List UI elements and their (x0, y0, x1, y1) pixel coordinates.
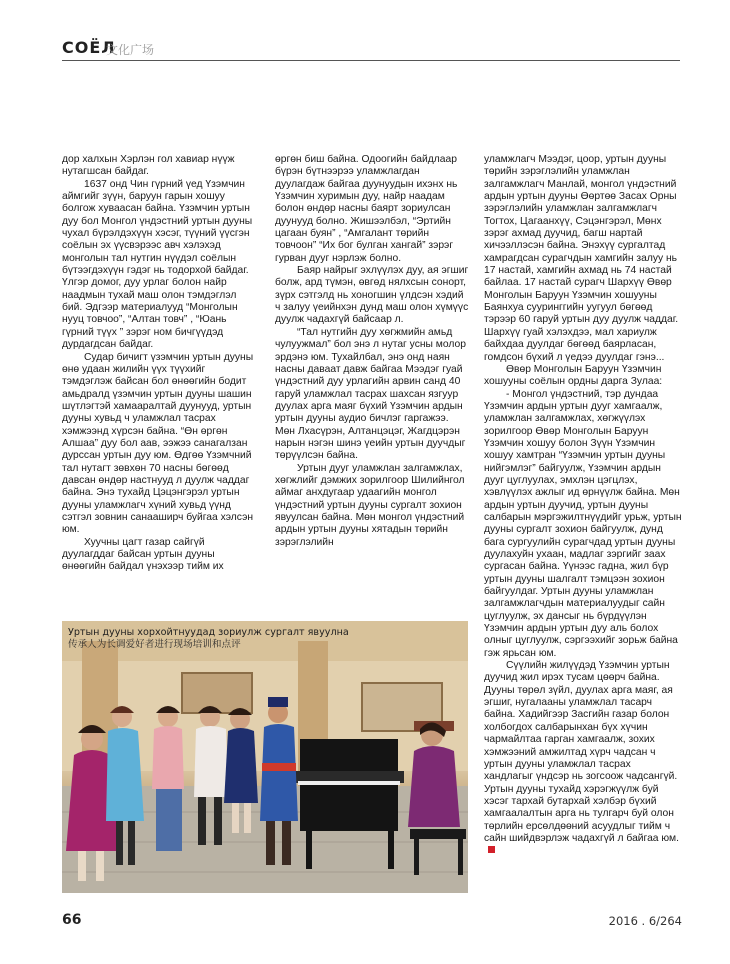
article-photo (62, 621, 468, 893)
paragraph: Сүүлийн жилүүдэд Үзэмчин уртын дуучид жил ирэх тусам цөөрч байна. Дууны төрөл зүйл, дуулах арга маяг, ая эгшиг, нугалааны уламжлал тасарч байна. Хадийгээр Засгийн газар болон холбогдох салбарынхан бүх хүчин чармайлтаа гарган хамгаалж, зохих хэмжээний амжилтад хүрч чадсан ч уртын дууны уламжлал тасрах хандлагыг үндсэр нь зогсоож чадсангүй. Уртын дууны тухайд хэрэгжүүлж буй хэсэг тархай бутархай хэлбэр бүхий хамгаалалтын арга нь тулгарч буй олон төрлийн ерсөлдөөний асуудлыг тийм ч сайн шийдвэрлэж чадахгүй л байгаа юм. (484, 660, 682, 858)
end-of-article-marker (488, 846, 495, 853)
paragraph: Баяр найрыг эхлүүлэх дуу, ая эгшиг болж, ард түмэн, өвгөд нялхсын сонорт, зүрх сэтгэлд нь хоногшин үлдсэн хэдий ч залуу үеийнхэн дунд маш олон хүмүүс дуулж чадахгүй байсаар л. (275, 265, 469, 326)
paragraph: дор халхын Хэрлэн гол хавиар нүүж нутагшсан байдаг. (62, 154, 235, 178)
section-title: СОЁЛ (62, 38, 116, 57)
paragraph: Уртын дууг уламжлан залгамжлах, хөгжлийг дэмжих зорилгоор Шилийнгол аймаг анхдугаар удаагийн монгол үндэстний уртын дууны сургалт зохион явуулсан байна. Мөн монгол үндэстний ардын уртын дууны хятадын төрийн зэрэглэлийн (275, 462, 465, 548)
caption-mongolian: Уртын дууны хорхойтнуудад зориулж сургалт явуулна (68, 627, 349, 638)
issue-number: 2016 . 6/264 (608, 914, 682, 928)
paragraph: Өвөр Монголын Баруун Үзэмчин хошууны соёлын ордны дарга Зулаа: (484, 363, 663, 388)
section-subtitle: 文化广场 (106, 43, 155, 57)
paragraph: өргөн биш байна. Одоогийн байдлаар бүрэн бүтнээрээ уламжлагдан дуулагдаж байгаа дуунуудын ихэнх нь Үзэмчин хуримын дуу, найр наадам болон өндөр насны баярт зориулсан дуунууд болно. Жишээлбэл, “Эртийн цагаан буян” , “Амгалант төрийн товчоон” “Их бог булган хангай” зэрэг гурван дууг нэрлэж болно. (275, 154, 458, 264)
paragraph: - Монгол үндэстний, тэр дундаа Үзэмчин ардын уртын дууг хамгаалж, уламжлан залгамжлах, хөгжүүлэх зорилгоор Өвөр Монголын Баруун Үзэмчин хошуу болон Зүүн Үзэмчин хошуу хамтран “Үзэмчин уртын дууны нийгэмлэг” байгуулж, Үзэмчин ардын дууг цуглуулах, эмхлэн цэгцлэх, хэвлүүлэх ажлыг ид өрнүүлж байна. Мөн ардын уртын дуучид, уртын дууны салбарын мэргэжилтнүүдийг урьж, уртын дууны сургалт зохион байгуулж, дунд бага сургуулийн сурагчдад уртын дууны дуулахуйн ухаан, мадлаг зэргийг заах сургасан байна. Үүнээс гадна, жил бүр уртын дууны шалгалт тэмцээн зохион байгуулдаг. Уртын дууны уламжлан залгамжлагчдын материалуудыг сайн цуглуулж, эх дансыг нь бүрдүүлэн Үзэмчин ардын уртын дуу аль болох олныг цуглуулж, сэргээхийг зорьж байна гэж ярьсан юм. (484, 388, 682, 659)
page-header (62, 38, 680, 60)
paragraph: Хуучны цагт газар сайгүй дуулагддаг байсан уртын дууны өнөөгийн байдал үнэхээр тийм их (62, 536, 224, 573)
photo-caption (68, 627, 349, 650)
paragraph: 1637 онд Чин гүрний үед Үзэмчин аймгийг зүүн, баруун гарын хошуу болгож хуваасан байна. Үзэмчин уртын дуу бол Монгол үндэстний уртын дууны чухал бүрэлдэхүүн хэсэг, түүний үүсгэн соёлын эх үүсвэрээс авч хэлэхэд монголын тал нутгин нүүдэл соёлын бүтээгдэхүүн гэдэг нь тодорхой байдаг. Үлгэр домог, дуу урлаг болон найр наадмын тухай маш олон тэмдэглэл бий. Эдгээр материалууд “Монголын нууц товчоо”, “Алтан товч” , “Юань гүрний түүх ” зэрэг ном бичгүүдэд дурдагдсан байдаг. (62, 178, 253, 351)
caption-chinese: 传承人为长调爱好者进行现场培训和点评 (68, 638, 241, 650)
paragraph: Судар бичигт үзэмчин уртын дууны өнө удаан жилийн үүх түүхийг тэмдэглэж байсан бол өнөөгийн бодит амьдралд үзэмчин уртын дууны шашин шүтлэгтэй хамааралтай дуунууд, уртын дууны хувьд ч уламжлал тасрах хэмжээнд хүрсэн байна. “Өн өргөн Алшаа” дуу бол аав, ээжээ санагалзан дурссан уртын дуу юм. Өдгөө Үзэмчний тал нутагт зөвхөн 70 насны бөгөөд давсан өндөр настнууд л дуулж чаддаг байна. Энэ тухайд Цэцэнгэрэл уртын дууны уламжлагч хүний хувьд үүнд сэтгэл зовнин санааширч буйгаа хэлсэн юм. (62, 351, 254, 536)
header-rule (62, 60, 680, 61)
page-number: 66 (62, 912, 82, 928)
article-column-3 (484, 154, 682, 858)
photo-illustration (62, 621, 468, 893)
paragraph: уламжлагч Мээдэг, цоор, уртын дууны төрийн зэрэглэлийн уламжлан залгамжлагч Манлай, монгол үндэстний ардын уртын дууны Өөртөө Засах Орны зэрэглэлийн уламжлан залгамжлагч Тогтох, Цагаанхүү, Сэцэнгэрэл, Мөнх зэрэг ахмад дуучид, багш нартай хичээллэсэн байна. Энэхүү сургалтад хамрагдсан сурагчдын хамгийн залуу нь 17 настай, хамгийн ахмад нь 74 настай байлаа. 17 настай сурагч Шархүү Өвөр Монголын Баруун Үзэмчин хошууны Баянхуа сууринггийн уугуул бөгөөд тэрээр 60 гаруй уртын дуу дуулж чаддаг. Шархүү гуай хэлэхдээ, мал хариулж байхдаа дуулдаг бөгөөд баярласан, гомдсон бүхий л үедээ дуулдаг гэнэ... (484, 154, 679, 363)
article-column-2 (275, 154, 471, 549)
paragraph: “Тал нутгийн дуу хөгжмийн амьд чулуужмал” бол энэ л нутаг усны молор эрдэнэ юм. Тухайлбал, энэ онд наян насны даваат давж байгаа Мээдэг гуай үндэстний дуу урлагийн арвин санд 40 гаруй уламжлал тасрах шахсан язгуур дуулах арга маяг бүхий Үзэмчин ардын уртын дууны аудио бичлэг гаргажээ. Мөн Лхасүрэн, Алтанцэцэг, Жагдцэрэн нарын нэгэн шинэ үеийн уртын дуучдыг төрүүлсэн байна. (275, 326, 466, 462)
article-column-1 (62, 154, 258, 574)
